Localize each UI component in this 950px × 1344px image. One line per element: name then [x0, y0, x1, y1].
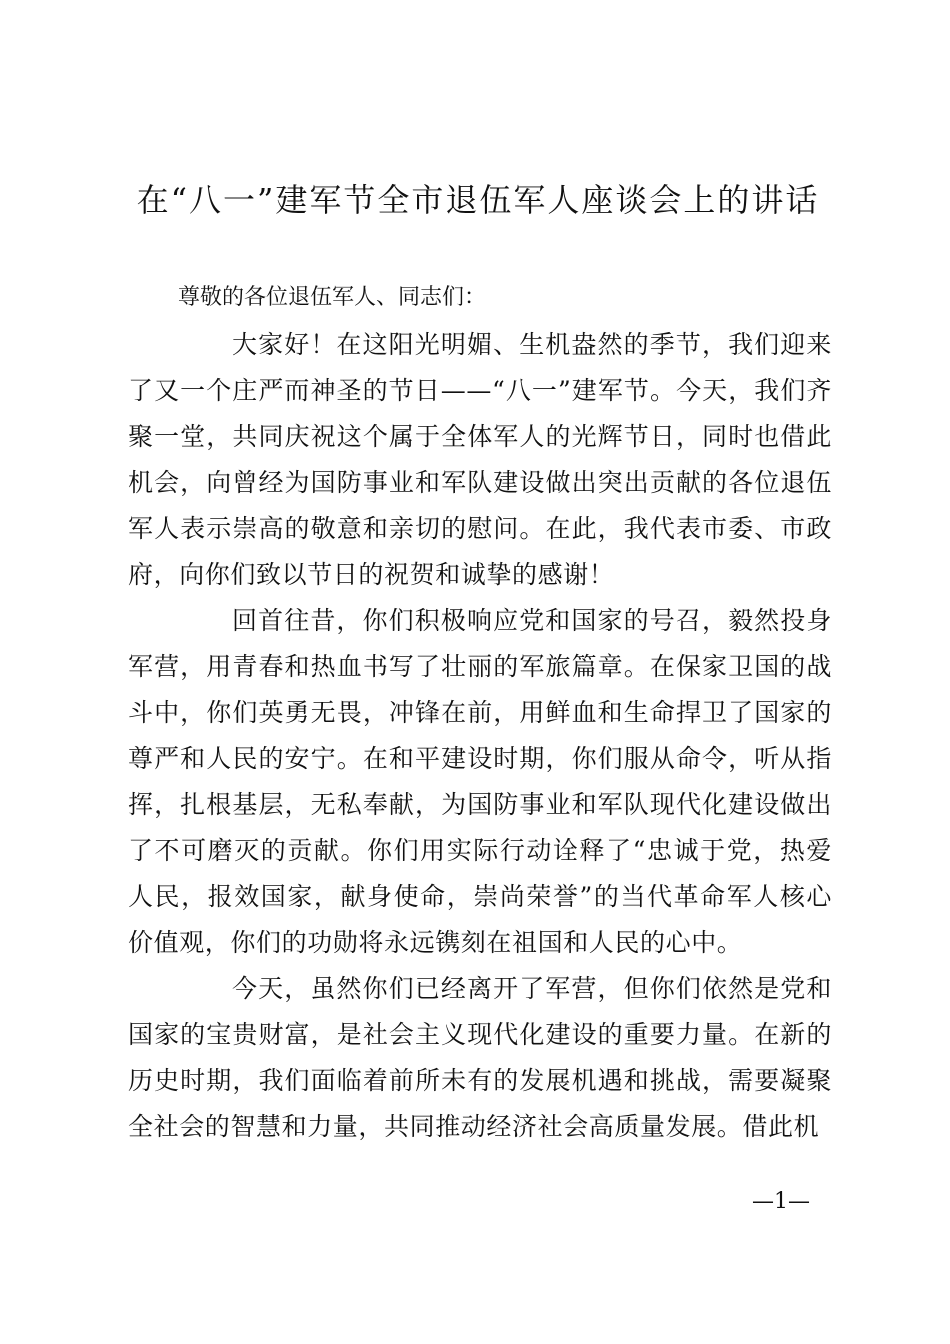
paragraph: 大家好！在这阳光明媚、生机盎然的季节，我们迎来了又一个庄严而神圣的节日——“八一”建军节。今天，我们齐聚一堂，共同庆祝这个属于全体军人的光辉节日，同时也借此机会，向曾经为国防事业和军队建设做出突出贡献的各位退伍军人表示崇高的敬意和亲切的慰问。在此，我代表市委、市政府，向你们致以节日的祝贺和诚挚的感谢！ [128, 330, 832, 589]
document-title: 在“八一”建军节全市退伍军人座谈会上的讲话 [136, 181, 820, 219]
page-number: —1— [752, 1189, 810, 1214]
paragraph: 回首往昔，你们积极响应党和国家的号召，毅然投身军营，用青春和热血书写了壮丽的军旅篇章。在保家卫国的战斗中，你们英勇无畏，冲锋在前，用鲜血和生命捍卫了国家的尊严和人民的安宁。在和平建设时期，你们服从命令，听从指挥，扎根基层，无私奉献，为国防事业和军队现代化建设做出了不可磨灭的贡献。你们用实际行动诠释了“忠诚于党，热爱人民，报效国家，献身使命，崇尚荣誉”的当代革命军人核心价值观，你们的功勋将永远镌刻在祖国和人民的心中。 [128, 606, 832, 957]
document-body [128, 322, 832, 1150]
paragraph: 今天，虽然你们已经离开了军营，但你们依然是党和国家的宝贵财富，是社会主义现代化建设的重要力量。在新的历史时期，我们面临着前所未有的发展机遇和挑战，需要凝聚全社会的智慧和力量，共同推动经济社会高质量发展。借此机 [128, 974, 832, 1141]
salutation: 尊敬的各位退伍军人、同志们： [178, 285, 487, 310]
